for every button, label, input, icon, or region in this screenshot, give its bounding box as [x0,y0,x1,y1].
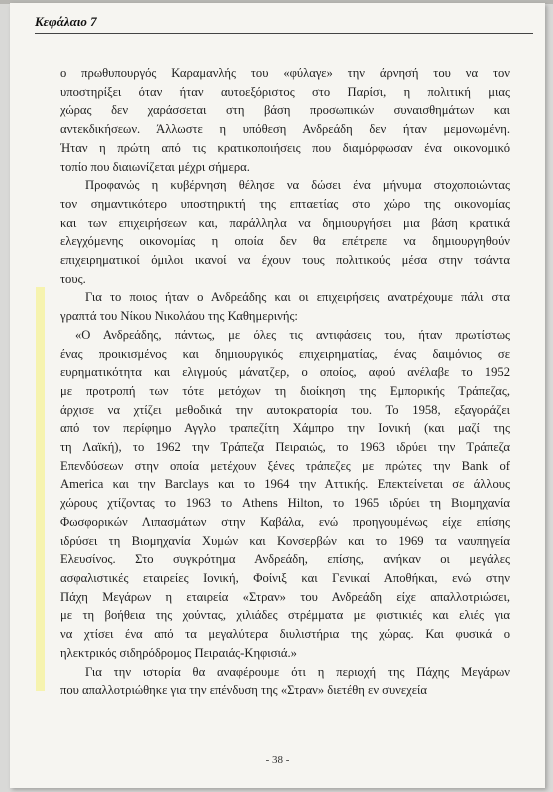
text-line: Ήταν η πρώτη από τις κρατικοποιήσεις που διαμόρφωσαν ένα οικονομικό [60,140,510,155]
text-line: να χτίσει ένα από τα μεγαλύτερα διυλιστήρια της χώρας. Και φυσικά ο [60,627,510,642]
text-line: Πάχη Μεγάρων η εταιρεία «Στραν» του Ανδρεάδη είχε απαλλοτριώσει, [60,589,510,604]
chapter-title: Κεφάλαιο 7 [35,14,97,29]
text-line: που απαλλοτριώθηκε για την επένδυση της «Στραν» διετέθη εν συνεχεία [60,683,428,698]
text-line: ελεγχόμενης οικονομίας η οποία δεν θα επέτρεπε να δημιουργηθούν [60,234,510,249]
page-number: - 38 - [265,754,290,766]
text-line: Για το ποιος ήταν ο Ανδρεάδης και οι επιχειρήσεις ανατρέχουμε πάλι στα [85,290,510,305]
text-line: Για την ιστορία θα αναφέρουμε ότι η περιοχή της Πάχης Μεγάρων [85,664,510,679]
text-line: με τη βοήθεια της χούντας, χιλιάδες στρέμματα με φιστικιές και ελιές για [60,608,510,623]
text-line: Επενδύσεων στην οποία μετέχουν ξένες τράπεζες με πρώτες την Bank of [60,458,510,473]
text-line: χώρας δεν χαράσσεται στη βάση προσωπικών συναισθημάτων και [60,103,510,118]
paragraph [60,326,510,663]
text-line: άρχισε να χτίζει μεθοδικά την αυτοκρατορία του. Το 1958, εξαγοράζει [60,402,510,417]
text-line: και των επιχειρήσεων και, παράλληλα να δημιουργήσει μια βάση κρατικά [60,215,510,230]
text-line: με προτροπή των τότε μετόχων τη διοίκηση της Εμπορικής Τράπεζας, [60,383,510,398]
text-line: Ελευσίνος. Στο συγκρότημα Ανδρεάδη, επίσης, ανήκαν οι μεγάλες [60,552,510,567]
text-line: επιχειρηματικοί όμιλοι ικανοί να έχουν τους πολιτικούς μέσα στην τσάντα [60,253,510,268]
text-line: τους. [60,271,86,286]
text-line: «Ο Ανδρεάδης, πάντως, με όλες τις αντιφάσεις του, ήταν πρωτίστως [75,327,510,342]
text-line: ιδρύσει τη Βιομηχανία Χυμών και Κονσερβών και το 1969 τα ναυπηγεία [60,533,510,548]
text-line: από τον περίφημο Αγγλο τραπεζίτη Χάμπρο την Ιονική (και μαζί της [60,421,510,436]
running-header [35,9,533,34]
book-page [10,3,545,788]
text-line: ένας προικισμένος και δημιουργικός επιχειρηματίας, ένας δαιμόνιος σε [60,346,510,361]
text-line: χώρους χτίζοντας το 1963 το Athens Hilton, το 1965 ιδρύει τη Βιομηχανία [60,496,510,511]
text-line: Φωσφορικών Λιπασμάτων στην Καβάλα, ενώ προηγουμένως είχε επίσης [60,514,510,529]
paragraph [60,663,510,700]
text-line: αντεκδικήσεων. Άλλωστε η υπόθεση Ανδρεάδη δεν ήταν μεμονωμένη. [60,122,510,137]
text-line: ο πρωθυπουργός Καραμανλής του «φύλαγε» την άρνησή του να τον [60,66,510,80]
text-line: ευρηματικότητα και ελιγμούς μάνατζερ, ο οποίος, αφού ανέλαβε το 1952 [60,365,510,380]
text-line: τοπίο που διαιωνίζεται μέχρι σήμερα. [60,159,250,174]
text-line: τον σημαντικότερο υποστηρικτή της επταετίας στο χώρο της οικονομίας [60,196,510,211]
paragraph [60,288,510,325]
paragraph [60,176,510,288]
text-line: America και την Barclays και το 1964 την Αττικής. Επεκτείνεται σε άλλους [60,477,510,492]
margin-highlight-mark [36,287,45,691]
text-line: Προφανώς η κυβέρνηση θέλησε να δώσει ένα μήνυμα στοχοποιώντας [85,178,510,193]
text-line: γραπτά του Νίκου Νικολάου της Καθημερινής: [60,309,298,324]
text-line: υποστηρίξει όταν ήταν αυτοεξόριστος στο Παρίσι, η πολιτική μιας [60,84,510,99]
body-text [60,64,510,700]
text-line: ασφαλιστικές εταιρείες Ιονική, Φοίνιξ και Γενικαί Αποθήκαι, ενώ στην [60,570,510,585]
text-line: ηλεκτρικός σιδηρόδρομος Πειραιάς-Κηφισιά.» [60,645,297,660]
text-line: τη Λαϊκή), το 1962 την Τράπεζα Πειραιώς, το 1963 ιδρύει την Τράπεζα [60,440,510,455]
paragraph [60,64,510,176]
